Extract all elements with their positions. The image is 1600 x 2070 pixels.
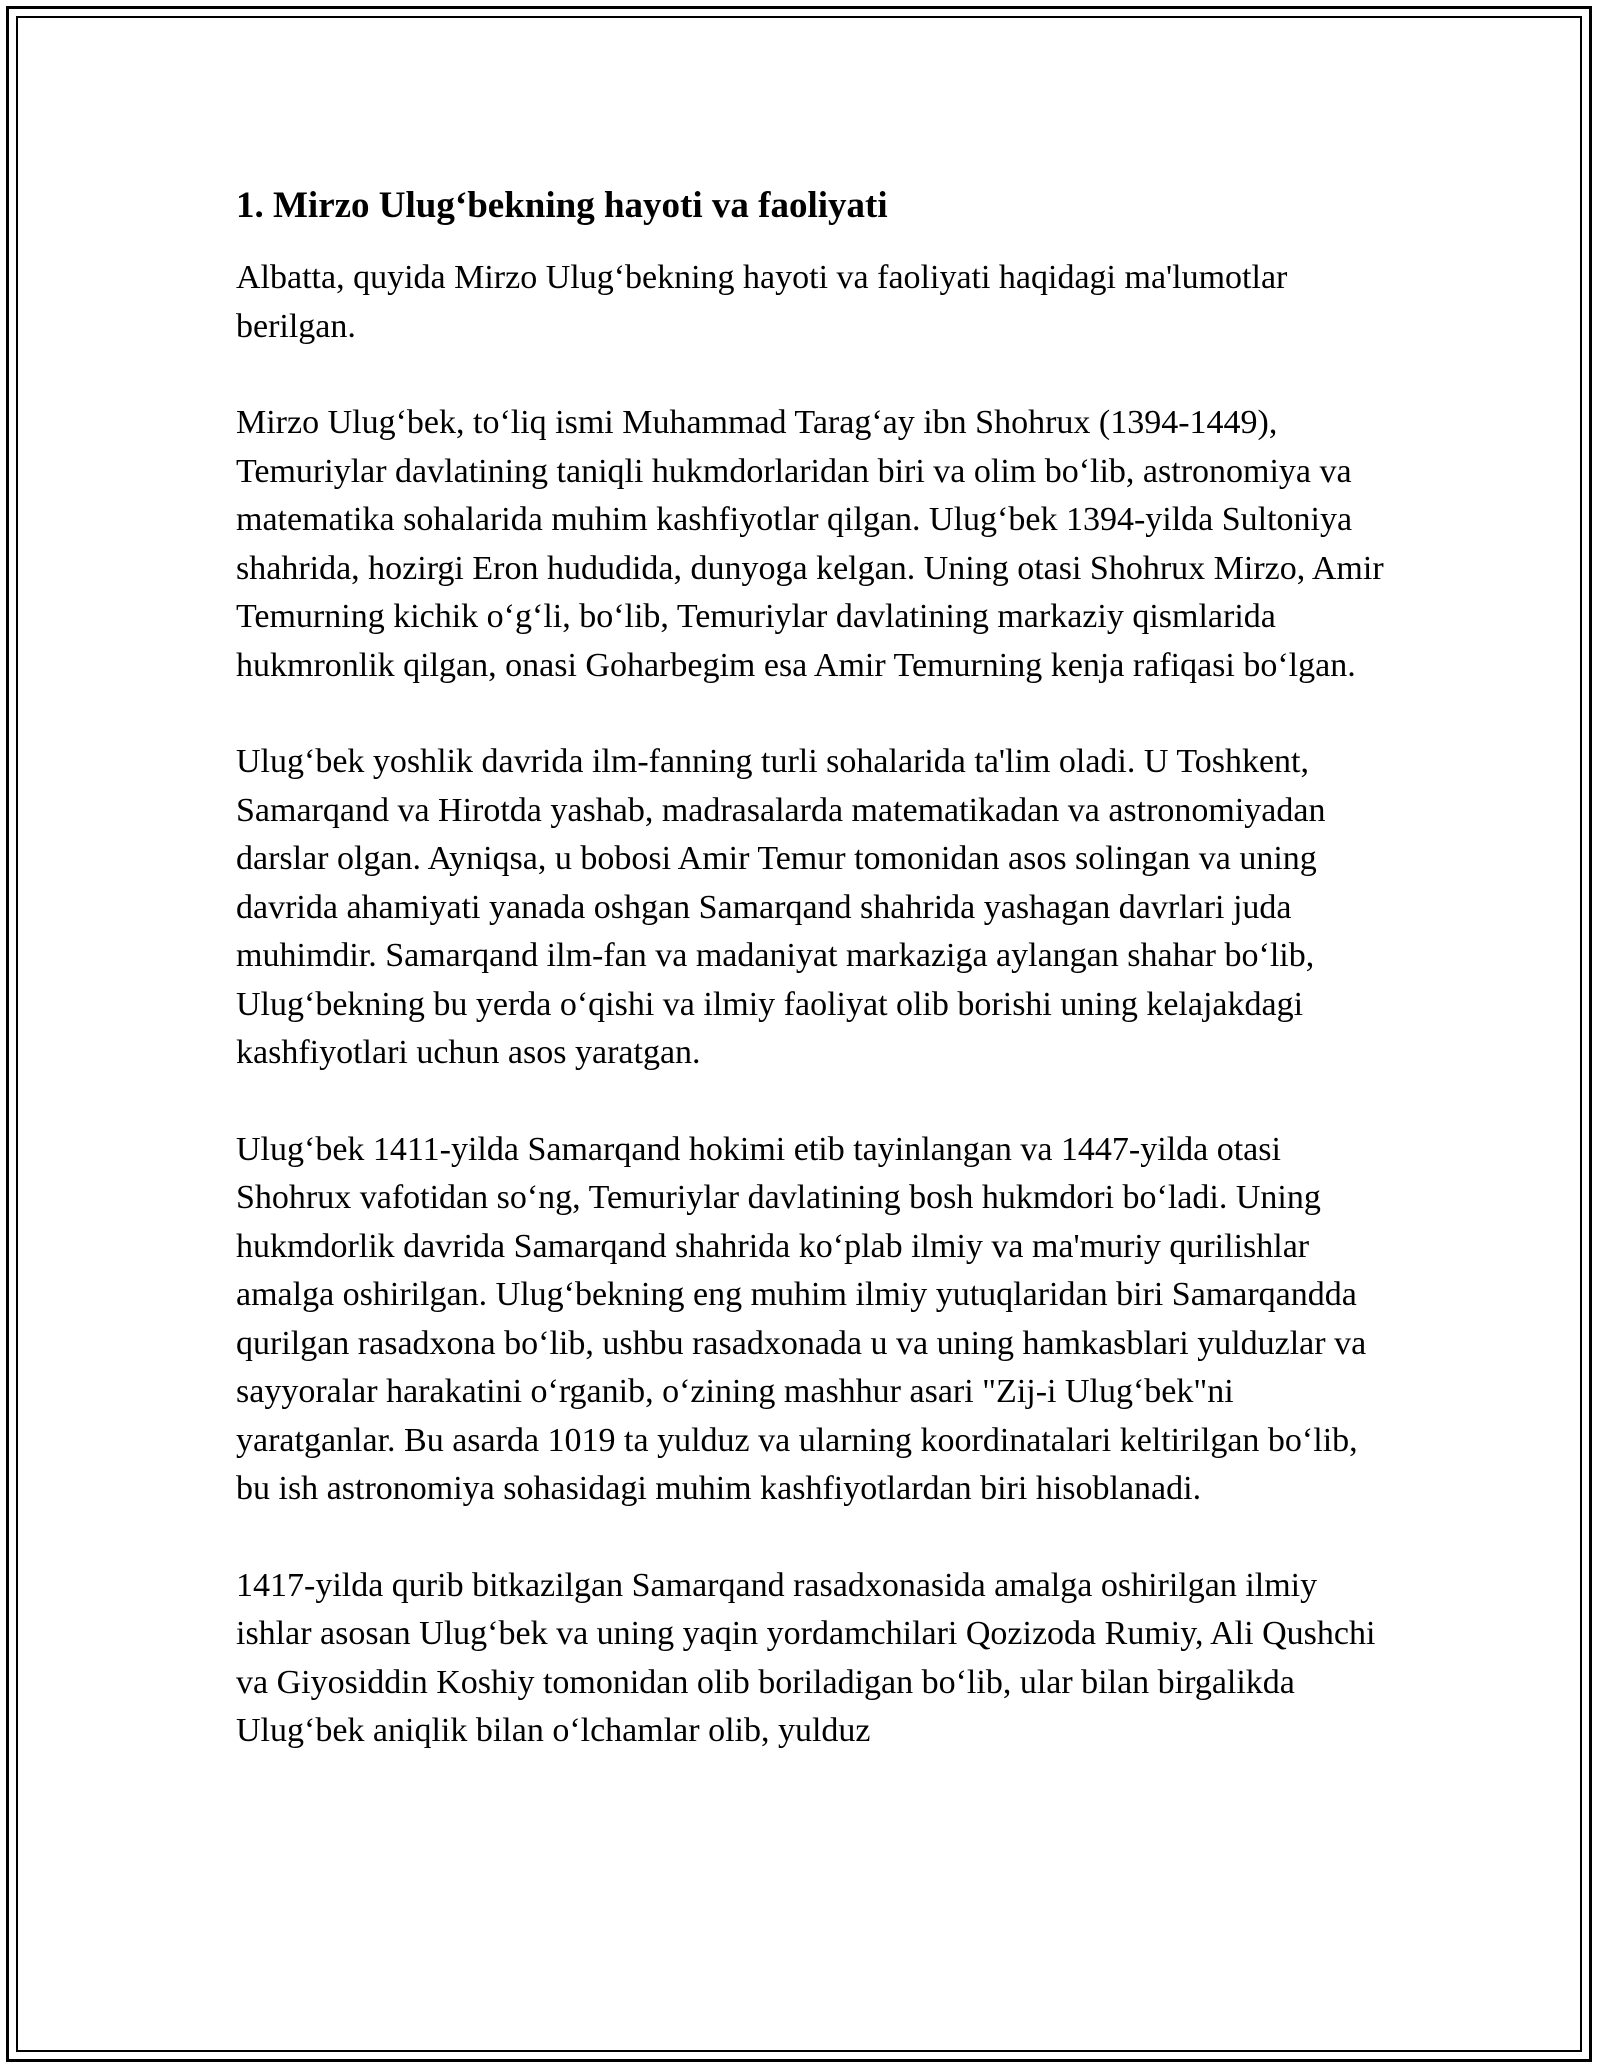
- section-heading: 1. Mirzo Ulug‘bekning hayoti va faoliyati: [236, 185, 888, 226]
- paragraph-intro: Albatta, quyida Mirzo Ulug‘bekning hayoti va faoliyati haqidagi ma'lumotlar berilgan.: [236, 259, 1288, 345]
- paragraph-biography: Mirzo Ulug‘bek, to‘liq ismi Muhammad Tarag‘ay ibn Shohrux (1394-1449), Temuriylar davlatining taniqli hukmdorlaridan biri va olim bo‘lib, astronomiya va matematika sohalarida muhim kashfiyotlar qilgan. Ulug‘bek 1394-yilda Sultoniya shahrida, hozirgi Eron hududida, dunyoga kelgan. Uning otasi Shohrux Mirzo, Amir Temurning kichik o‘g‘li, bo‘lib, Temuriylar davlatining markaziy qismlarida hukmronlik qilgan, onasi Goharbegim esa Amir Temurning kenja rafiqasi bo‘lgan.: [236, 404, 1384, 684]
- paragraph-rule-observatory: Ulug‘bek 1411-yilda Samarqand hokimi etib tayinlangan va 1447-yilda otasi Shohrux vafotidan so‘ng, Temuriylar davlatining bosh hukmdori bo‘ladi. Uning hukmdorlik davrida Samarqand shahrida ko‘plab ilmiy va ma'muriy qurilishlar amalga oshirilgan. Ulug‘bekning eng muhim ilmiy yutuqlaridan biri Samarqandda qurilgan rasadxona bo‘lib, ushbu rasadxonada u va uning hamkasblari yulduzlar va sayyoralar harakatini o‘rganib, o‘zining mashhur asari "Zij-i Ulug‘bek"ni yaratganlar. Bu asarda 1019 ta yulduz va ularning koordinatalari keltirilgan bo‘lib, bu ish astronomiya sohasidagi muhim kashfiyotlardan biri hisoblanadi.: [236, 1130, 1367, 1507]
- paragraph-education: Ulug‘bek yoshlik davrida ilm-fanning turli sohalarida ta'lim oladi. U Toshkent, Samarqand va Hirotda yashab, madrasalarda matematikadan va astronomiyadan darslar olgan. Ayniqsa, u bobosi Amir Temur tomonidan asos solingan va uning davrida ahamiyati yanada oshgan Samarqand shahrida yashagan davrlari juda muhimdir. Samarqand ilm-fan va madaniyat markaziga aylangan shahar bo‘lib, Ulug‘bekning bu yerda o‘qishi va ilmiy faoliyat olib borishi uning kelajakdagi kashfiyotlari uchun asos yaratgan.: [236, 743, 1326, 1071]
- document-body: [236, 184, 1396, 1804]
- paragraph-observatory-work: 1417-yilda qurib bitkazilgan Samarqand rasadxonasida amalga oshirilgan ilmiy ishlar asosan Ulug‘bek va uning yaqin yordamchilari Qozizoda Rumiy, Ali Qushchi va Giyosiddin Koshiy tomonidan olib boriladigan bo‘lib, ular bilan birgalikda Ulug‘bek aniqlik bilan o‘lchamlar olib, yulduz: [236, 1566, 1376, 1749]
